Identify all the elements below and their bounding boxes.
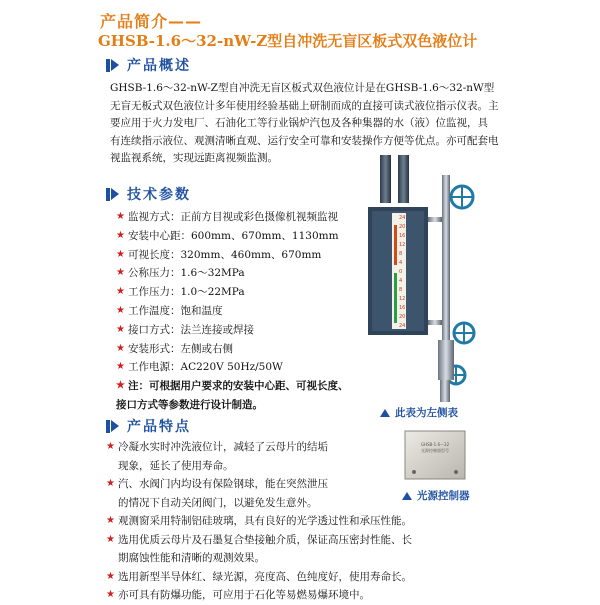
caption-controller xyxy=(402,488,470,503)
gauge-scale-label: 0 xyxy=(399,269,403,275)
light-controller-image xyxy=(404,430,466,480)
star-icon: ★ xyxy=(116,286,125,298)
param-item xyxy=(116,358,349,377)
intro-heading: 产品简介—— xyxy=(100,12,203,31)
params-list xyxy=(116,208,349,415)
param-label: 可视长度： xyxy=(128,248,181,261)
param-value: 左侧或右侧 xyxy=(180,342,233,355)
param-value: 法兰连接或焊接 xyxy=(180,323,254,336)
gauge-scale-label: 24 xyxy=(399,215,406,221)
valve-body xyxy=(438,340,454,380)
gauge-scale-label: 4 xyxy=(399,260,403,266)
section-overview-heading xyxy=(106,55,191,75)
star-icon: ★ xyxy=(116,267,125,279)
water-green-light xyxy=(394,273,397,323)
gauge-scale-label: 24 xyxy=(399,323,406,329)
overview-line: 要应用于火力发电厂、石油化工等行业锅炉汽包及各种集器的水（液）位监视，具 xyxy=(110,117,488,129)
section-params-label: 技术参数 xyxy=(127,187,191,203)
section-marker-icon xyxy=(106,188,119,201)
param-item xyxy=(116,227,349,246)
drain-pipe xyxy=(440,380,450,402)
feature-line: 冷凝水实时冲洗液位计，减轻了云母片的结垢 xyxy=(118,441,328,453)
param-item xyxy=(116,208,349,227)
param-label: 工作电源： xyxy=(128,361,181,374)
feature-line: 观测窗采用特制铝硅玻璃，具有良好的光学透过性和承压性能。 xyxy=(118,515,412,527)
section-params-heading xyxy=(106,184,191,204)
param-value: 1.0～22MPa xyxy=(180,286,245,299)
section-marker-icon xyxy=(106,420,119,433)
param-note-continued xyxy=(116,396,349,415)
param-note-line: 接口方式等参数进行设计制造。 xyxy=(116,398,263,411)
feature-line: 期腐蚀性能和清晰的观测效果。 xyxy=(118,552,265,564)
param-label: 安装形式： xyxy=(128,342,181,355)
star-icon: ★ xyxy=(116,304,125,316)
section-features-label: 产品特点 xyxy=(127,419,191,435)
feature-line: 选用新型半导体红、绿光源，亮度高、色纯度好，使用寿命长。 xyxy=(118,570,412,583)
param-value: 1.6～32MPa xyxy=(180,267,245,280)
param-value: 饱和温度 xyxy=(180,304,223,317)
section-marker-icon xyxy=(106,59,119,72)
light-source-cylinder xyxy=(398,155,409,203)
overview-line: GHSB-1.6～32-nW-Z型自冲洗无盲区板式双色液位计是在GHSB-1.6～32-nW型 xyxy=(110,82,495,94)
star-icon: ★ xyxy=(106,533,115,545)
overview-line: 视监视系统，实现远距离视频监测。 xyxy=(110,152,278,164)
param-label: 监视方式： xyxy=(128,211,181,223)
feature-item xyxy=(106,568,412,587)
connector-pipe xyxy=(428,320,442,325)
feature-line: 选用优质云母片及石墨复合垫接触介质，保证高压密封性能、长 xyxy=(118,533,412,546)
section-overview-label: 产品概述 xyxy=(127,58,191,74)
param-item xyxy=(116,340,349,359)
feature-line: 亦可具有防爆功能，可应用于石化等易燃易爆环境中。 xyxy=(118,589,370,601)
star-icon: ★ xyxy=(106,515,115,526)
controller-label: GHSB-1.6～32 xyxy=(420,442,450,447)
param-label: 公称压力： xyxy=(128,267,181,280)
gauge-scale-label: 16 xyxy=(399,305,406,311)
star-icon: ★ xyxy=(116,380,125,392)
feature-item xyxy=(106,586,412,605)
param-item xyxy=(116,302,349,321)
light-source-cylinder xyxy=(380,155,391,203)
triangle-up-icon xyxy=(380,409,390,417)
star-icon: ★ xyxy=(116,229,125,241)
param-label: 工作压力： xyxy=(128,286,181,299)
star-icon: ★ xyxy=(116,211,125,222)
star-icon: ★ xyxy=(116,248,125,260)
param-item xyxy=(116,246,349,265)
param-item xyxy=(116,264,349,283)
connector-pipe xyxy=(428,217,442,222)
features-list xyxy=(106,438,412,605)
gauge-scale-label: 16 xyxy=(399,233,406,239)
feature-item xyxy=(106,512,412,531)
feature-line: 汽、水阀门内均设有保险钢球，能在突然泄压 xyxy=(118,478,328,490)
star-icon: ★ xyxy=(106,478,115,489)
overview-line: 有连续指示液位、观测清晰直观、运行安全可靠和安装操作方便等优点。亦可配套电 xyxy=(110,134,499,147)
feature-item xyxy=(106,438,412,475)
gauge-scale-label: 8 xyxy=(399,251,403,257)
level-gauge-image xyxy=(360,155,500,405)
overview-line: 无盲无板式双色液位计多年使用经验基础上研制而成的直接可读式液位指示仪表。主 xyxy=(110,99,499,112)
feature-item xyxy=(106,475,412,512)
feature-line: 现象，延长了使用寿命。 xyxy=(118,459,234,472)
param-label: 接口方式： xyxy=(128,323,181,336)
controller-label: 光源控制器型号 xyxy=(421,448,449,453)
star-icon: ★ xyxy=(116,361,125,373)
param-item xyxy=(116,283,349,302)
star-icon: ★ xyxy=(116,323,125,335)
caption-left-gauge xyxy=(380,405,458,420)
section-features-heading xyxy=(106,416,191,436)
star-icon: ★ xyxy=(106,589,115,600)
gauge-scale-label: 12 xyxy=(399,296,406,302)
gauge-scale-label: 8 xyxy=(399,287,403,293)
steam-red-light xyxy=(394,225,397,265)
star-icon: ★ xyxy=(106,441,115,452)
param-note-line: 注：可根据用户要求的安装中心距、可视长度、 xyxy=(128,380,349,393)
caption-controller-text: 光源控制器 xyxy=(417,490,470,502)
param-value: AC220V 50Hz/50W xyxy=(180,361,283,374)
feature-line: 的情况下自动关闭阀门，以避免发生意外。 xyxy=(118,496,318,509)
param-note xyxy=(116,377,349,396)
param-label: 工作温度： xyxy=(128,304,181,317)
triangle-up-icon xyxy=(402,492,412,500)
product-title: GHSB-1.6～32-nW-Z型自冲洗无盲区板式双色液位计 xyxy=(98,32,478,50)
gauge-scale-label: 20 xyxy=(399,314,406,320)
gauge-scale-label: 20 xyxy=(399,224,406,230)
feature-item xyxy=(106,531,412,568)
param-value: 600mm、670mm、1130mm xyxy=(191,229,339,242)
gauge-scale-label: 4 xyxy=(399,278,403,284)
gauge-scale-label: 12 xyxy=(399,242,406,248)
caption-left-gauge-text: 此表为左侧表 xyxy=(395,407,458,419)
star-icon: ★ xyxy=(106,570,115,582)
param-value: 320mm、460mm、670mm xyxy=(180,248,322,261)
param-label: 安装中心距： xyxy=(128,229,191,242)
param-value: 正前方目视或彩色摄像机视频监视 xyxy=(180,211,338,223)
star-icon: ★ xyxy=(116,342,125,354)
param-item xyxy=(116,321,349,340)
